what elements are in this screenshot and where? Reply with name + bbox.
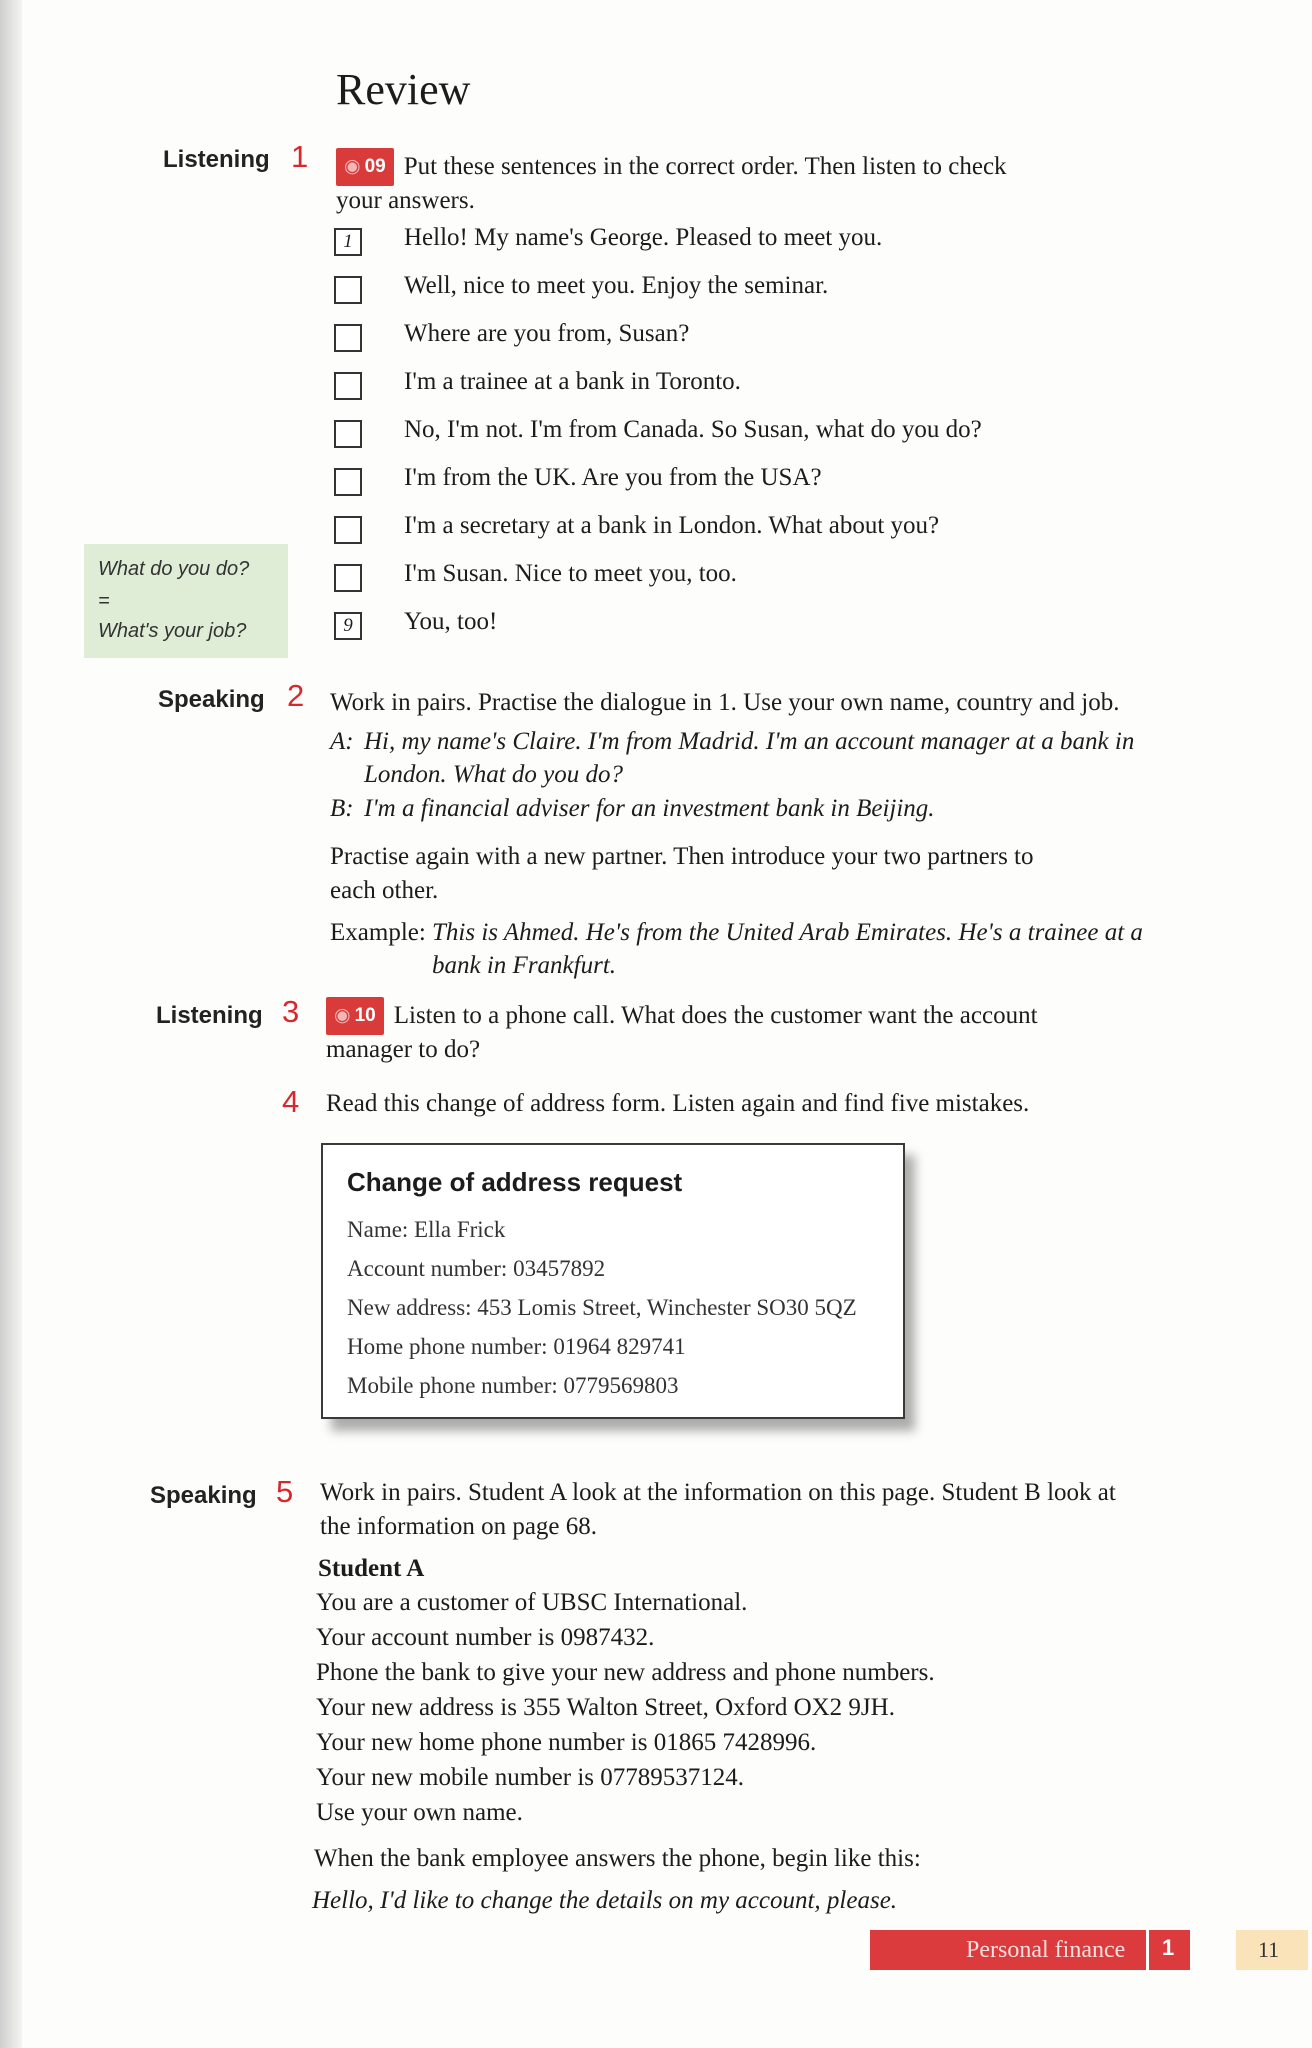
sentence-text: Well, nice to meet you. Enjoy the seminar.: [404, 272, 829, 299]
page-title: Review: [336, 65, 471, 114]
footer-unit-number: 1: [1162, 1935, 1175, 1960]
answer-checkbox[interactable]: [334, 324, 362, 352]
sentence-text: I'm a trainee at a bank in Toronto.: [404, 368, 741, 395]
begin-instruction: When the bank employee answers the phone, begin like this:: [314, 1845, 921, 1872]
dialogue-speaker-a: A:: [330, 728, 354, 755]
dialogue-line-b1: I'm a financial adviser for an investment bank in Beijing.: [364, 795, 935, 822]
ex2-number: 2: [287, 678, 305, 713]
page-edge-shadow: [0, 0, 22, 2048]
audio-track-10[interactable]: ◉ 10: [326, 997, 384, 1035]
answer-checkbox[interactable]: [334, 468, 362, 496]
student-a-line: Phone the bank to give your new address and phone numbers.: [316, 1659, 935, 1686]
form-title: Change of address request: [347, 1167, 683, 1197]
answer-checkbox[interactable]: 1: [334, 228, 362, 256]
answer-checkbox[interactable]: [334, 420, 362, 448]
student-a-line: Your new home phone number is 01865 7428996.: [316, 1729, 817, 1756]
footer-section-title: Personal finance: [966, 1937, 1126, 1963]
ex2-again-2: each other.: [330, 877, 439, 904]
ex1-section-label: Listening: [163, 146, 270, 173]
footer-separator: [1146, 1930, 1149, 1970]
tip-line-2: =: [98, 590, 110, 612]
ex3-instructions: ◉ 10 Listen to a phone call. What does the customer want the account: [326, 997, 1038, 1035]
cd-icon: ◉: [334, 1005, 351, 1026]
answer-checkbox[interactable]: [334, 372, 362, 400]
page-number: 11: [1258, 1937, 1280, 1962]
ex4-instructions: Read this change of address form. Listen again and find five mistakes.: [326, 1090, 1030, 1117]
sentence-text: I'm Susan. Nice to meet you, too.: [404, 560, 737, 587]
ex2-section-label: Speaking: [158, 686, 265, 713]
student-a-line: You are a customer of UBSC International.: [316, 1589, 748, 1616]
answer-checkbox[interactable]: 9: [334, 612, 362, 640]
tip-box: [84, 544, 288, 658]
ex2-instructions: Work in pairs. Practise the dialogue in 1. Use your own name, country and job.: [330, 689, 1120, 716]
ex1-instructions: ◉ 09 Put these sentences in the correct order. Then listen to check: [336, 148, 1007, 186]
tip-line-1: What do you do?: [98, 558, 250, 580]
example-label: Example:: [330, 919, 426, 946]
sentence-text: You, too!: [404, 608, 498, 635]
example-line-2: bank in Frankfurt.: [432, 952, 617, 979]
ex5-instructions-cont: the information on page 68.: [320, 1513, 598, 1540]
form-row-account: Account number: 03457892: [347, 1256, 606, 1281]
cd-icon: ◉: [344, 156, 361, 177]
student-a-line: Your new address is 355 Walton Street, Oxford OX2 9JH.: [316, 1694, 895, 1721]
form-row-mobile-phone: Mobile phone number: 0779569803: [347, 1373, 679, 1398]
ex4-number: 4: [282, 1084, 300, 1119]
dialogue-speaker-b: B:: [330, 795, 354, 822]
dialogue-line-a2: London. What do you do?: [364, 761, 624, 788]
ex2-again-1: Practise again with a new partner. Then introduce your two partners to: [330, 843, 1034, 870]
tip-line-3: What's your job?: [98, 620, 247, 642]
form-row-home-phone: Home phone number: 01964 829741: [347, 1334, 686, 1359]
sentence-text: No, I'm not. I'm from Canada. So Susan, what do you do?: [404, 416, 982, 443]
ex5-section-label: Speaking: [150, 1482, 257, 1509]
student-a-line: Your new mobile number is 07789537124.: [316, 1764, 745, 1791]
ex3-section-label: Listening: [156, 1002, 263, 1029]
change-of-address-form: [321, 1143, 905, 1419]
answer-checkbox[interactable]: [334, 564, 362, 592]
answer-checkbox[interactable]: [334, 516, 362, 544]
form-row-address: New address: 453 Lomis Street, Winchester SO30 5QZ: [347, 1295, 857, 1320]
audio-track-09[interactable]: ◉ 09: [336, 148, 394, 186]
sentence-text: I'm from the UK. Are you from the USA?: [404, 464, 822, 491]
answer-checkbox[interactable]: [334, 276, 362, 304]
sentence-text: Where are you from, Susan?: [404, 320, 690, 347]
ex3-number: 3: [282, 994, 300, 1029]
ex5-number: 5: [276, 1474, 294, 1509]
ex5-instructions: Work in pairs. Student A look at the information on this page. Student B look at: [320, 1479, 1116, 1506]
sentence-text: Hello! My name's George. Pleased to meet you.: [404, 224, 883, 251]
student-a-line: Use your own name.: [316, 1799, 523, 1826]
opening-line: Hello, I'd like to change the details on my account, please.: [312, 1887, 898, 1914]
ex1-number: 1: [291, 139, 309, 174]
student-a-heading: Student A: [318, 1555, 425, 1582]
sentence-text: I'm a secretary at a bank in London. What about you?: [404, 512, 940, 539]
dialogue-line-a1: Hi, my name's Claire. I'm from Madrid. I'm an account manager at a bank in: [364, 728, 1135, 755]
student-a-line: Your account number is 0987432.: [316, 1624, 655, 1651]
form-row-name: Name: Ella Frick: [347, 1217, 506, 1242]
ex3-instructions-cont: manager to do?: [326, 1036, 481, 1063]
ex1-instructions-cont: your answers.: [336, 187, 475, 214]
example-line-1: This is Ahmed. He's from the United Arab Emirates. He's a trainee at a: [432, 919, 1143, 946]
